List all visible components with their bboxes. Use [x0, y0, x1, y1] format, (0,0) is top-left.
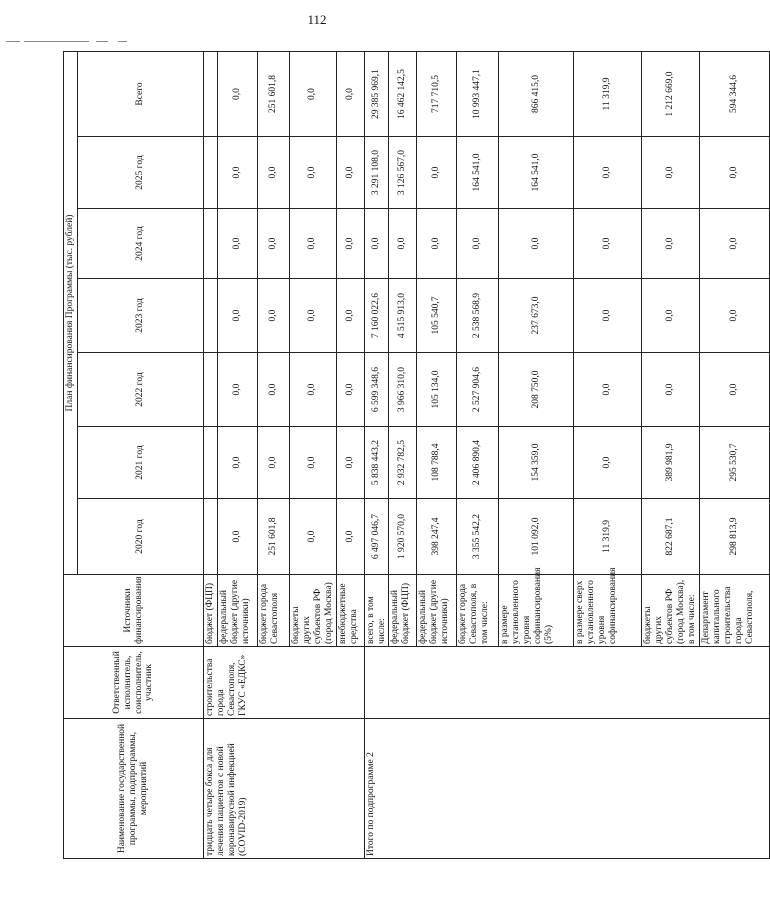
year-value-cell: 0,0: [642, 279, 700, 353]
table-row: [364, 51, 389, 858]
year-value-cell: 0,0: [336, 499, 364, 575]
total-cell: 29 385 969,1: [364, 51, 389, 136]
year-value-cell: 0,0: [257, 137, 289, 209]
year-value-cell: 0,0: [257, 209, 289, 279]
year-value-cell: 0,0: [700, 137, 770, 209]
year-value-cell: 4 515 913,0: [389, 279, 417, 353]
row-source: бюджеты других субъектов РФ (город Москва): [289, 575, 336, 647]
row-responsible: строительства города Севастополя, ГКУС «ЕДКС»: [204, 647, 365, 719]
year-value-cell: 0,0: [417, 209, 457, 279]
total-cell: 0,0: [289, 51, 336, 136]
total-cell: 0,0: [217, 51, 257, 136]
year-value-cell: 0,0: [257, 353, 289, 427]
year-value-cell: 7 160 022,6: [364, 279, 389, 353]
row-name: тридцать четыре бокса для лечения пациентов с новой коронавирусной инфекцией (COVID-2019): [204, 719, 365, 859]
row-source: Департамент капитального строительства города Севастополя,: [700, 575, 770, 647]
year-value-cell: 298 813,9: [700, 499, 770, 575]
year-value-cell: 101 092,0: [499, 499, 574, 575]
year-value-cell: 3 291 108,0: [364, 137, 389, 209]
year-value-cell: 0,0: [217, 137, 257, 209]
header-year: 2020 год: [78, 499, 204, 575]
year-value-cell: 2 527 904,6: [457, 353, 499, 427]
header-year: 2022 год: [78, 353, 204, 427]
year-value-cell: 0,0: [289, 499, 336, 575]
total-cell: 0,0: [336, 51, 364, 136]
year-value-cell: [204, 137, 218, 209]
year-value-cell: 0,0: [574, 209, 642, 279]
year-value-cell: 164 541,0: [499, 137, 574, 209]
header-year: 2025 год: [78, 137, 204, 209]
header-rule: [96, 41, 108, 42]
year-value-cell: 0,0: [336, 427, 364, 499]
year-value-cell: [204, 209, 218, 279]
year-value-cell: 822 687,1: [642, 499, 700, 575]
year-value-cell: 0,0: [217, 279, 257, 353]
year-value-cell: 3 355 542,2: [457, 499, 499, 575]
page-number: 112: [307, 12, 327, 27]
row-source: бюджеты других субъектов РФ (город Москва), в том числе:: [642, 575, 700, 647]
year-value-cell: 1 920 570,0: [389, 499, 417, 575]
year-value-cell: 0,0: [700, 209, 770, 279]
year-value-cell: 0,0: [217, 209, 257, 279]
year-value-cell: 208 750,0: [499, 353, 574, 427]
year-value-cell: 0,0: [289, 209, 336, 279]
year-value-cell: 0,0: [336, 137, 364, 209]
year-value-cell: 0,0: [574, 353, 642, 427]
year-value-cell: 0,0: [574, 427, 642, 499]
year-value-cell: 0,0: [642, 353, 700, 427]
row-source: бюджет города Севастополя, в том числе:: [457, 575, 499, 647]
year-value-cell: 0,0: [289, 427, 336, 499]
header-name: Наименование государственной программы, подпрограммы, мероприятий: [64, 719, 204, 859]
header-total: Всего: [78, 51, 204, 136]
year-value-cell: 0,0: [289, 279, 336, 353]
year-value-cell: 0,0: [289, 137, 336, 209]
financing-table: [63, 51, 770, 859]
year-value-cell: 0,0: [336, 209, 364, 279]
header-rule: [118, 41, 127, 42]
year-value-cell: 237 673,0: [499, 279, 574, 353]
year-value-cell: 2 406 890,4: [457, 427, 499, 499]
table-body: [64, 51, 770, 858]
year-value-cell: 398 247,4: [417, 499, 457, 575]
header-year: 2023 год: [78, 279, 204, 353]
year-value-cell: 105 540,7: [417, 279, 457, 353]
year-value-cell: 0,0: [457, 209, 499, 279]
row-name: Итого по подпрограмме 2: [364, 719, 769, 859]
year-value-cell: 251 601,8: [257, 499, 289, 575]
header-rule: [6, 41, 20, 42]
year-value-cell: [204, 279, 218, 353]
year-value-cell: 0,0: [257, 279, 289, 353]
year-value-cell: 0,0: [700, 279, 770, 353]
year-value-cell: 0,0: [499, 209, 574, 279]
year-value-cell: 0,0: [289, 353, 336, 427]
year-value-cell: 0,0: [700, 353, 770, 427]
year-value-cell: 0,0: [574, 279, 642, 353]
header-year: 2024 год: [78, 209, 204, 279]
total-cell: 866 415,0: [499, 51, 574, 136]
year-value-cell: 11 319,9: [574, 499, 642, 575]
total-cell: 16 462 142,5: [389, 51, 417, 136]
row-source: бюджет города Севастополя: [257, 575, 289, 647]
row-source: в размере установленного уровня софинансирования (5%): [499, 575, 574, 647]
year-value-cell: [204, 427, 218, 499]
year-value-cell: [204, 499, 218, 575]
row-source: бюджет (ФЦП): [204, 575, 218, 647]
year-value-cell: 164 541,0: [457, 137, 499, 209]
year-value-cell: 0,0: [257, 427, 289, 499]
total-cell: 594 344,6: [700, 51, 770, 136]
header-source: Источники финансирования: [64, 575, 204, 647]
year-value-cell: [204, 353, 218, 427]
year-value-cell: 3 966 310,0: [389, 353, 417, 427]
year-value-cell: 108 788,4: [417, 427, 457, 499]
total-cell: 1 212 669,0: [642, 51, 700, 136]
rotated-table-content: [63, 52, 755, 859]
row-source: в размере сверх установленного уровня софинансирования: [574, 575, 642, 647]
header-responsible: Ответственный исполнитель, соисполнитель, участник: [64, 647, 204, 719]
year-value-cell: 105 134,0: [417, 353, 457, 427]
year-value-cell: 0,0: [642, 209, 700, 279]
row-source: всего, в том числе:: [364, 575, 389, 647]
year-value-cell: 6 497 046,7: [364, 499, 389, 575]
total-cell: 10 993 447,1: [457, 51, 499, 136]
row-source: внебюджетные средства: [336, 575, 364, 647]
year-value-cell: 295 530,7: [700, 427, 770, 499]
year-value-cell: 0,0: [389, 209, 417, 279]
year-value-cell: 0,0: [364, 209, 389, 279]
year-value-cell: 0,0: [217, 427, 257, 499]
year-value-cell: 0,0: [642, 137, 700, 209]
year-value-cell: 5 838 443,2: [364, 427, 389, 499]
header-plan-group: План финансирования Программы (тыс. рублей): [64, 51, 78, 574]
year-value-cell: 0,0: [336, 279, 364, 353]
year-value-cell: 6 599 348,6: [364, 353, 389, 427]
total-cell: 11 319,9: [574, 51, 642, 136]
year-value-cell: 154 359,0: [499, 427, 574, 499]
row-responsible: [364, 647, 769, 719]
year-value-cell: 2 932 782,5: [389, 427, 417, 499]
year-value-cell: 0,0: [417, 137, 457, 209]
year-value-cell: 0,0: [217, 353, 257, 427]
row-source: федеральный бюджет (ФЦП): [389, 575, 417, 647]
year-value-cell: 3 126 567,0: [389, 137, 417, 209]
header-rule: [24, 41, 89, 42]
row-source: федеральный бюджет (другие источники): [217, 575, 257, 647]
header-row-1: [64, 51, 78, 858]
year-value-cell: 389 981,9: [642, 427, 700, 499]
row-source: федеральный бюджет (другие источники): [417, 575, 457, 647]
total-cell: 251 601,8: [257, 51, 289, 136]
rotated-table-frame: [63, 52, 755, 859]
year-value-cell: 0,0: [336, 353, 364, 427]
table-row: [204, 51, 218, 858]
total-cell: [204, 51, 218, 136]
year-value-cell: 2 538 568,9: [457, 279, 499, 353]
total-cell: 717 710,5: [417, 51, 457, 136]
header-year: 2021 год: [78, 427, 204, 499]
year-value-cell: 0,0: [217, 499, 257, 575]
year-value-cell: 0,0: [574, 137, 642, 209]
